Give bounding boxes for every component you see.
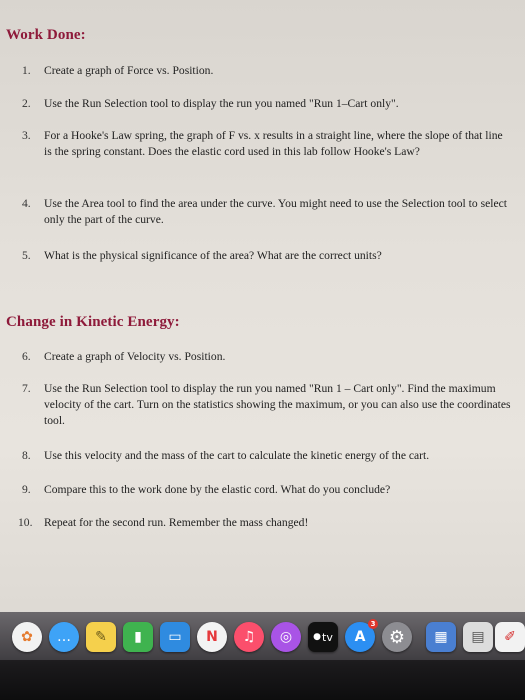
tv-label: tv [322, 630, 333, 644]
item-number: 4. [22, 197, 31, 210]
preview-icon[interactable]: ▦ [426, 622, 456, 652]
item-text: Compare this to the work done by the elastic cord. What do you conclude? [44, 483, 391, 496]
item-number: 6. [22, 350, 31, 363]
work-done-heading: Work Done: [6, 27, 86, 43]
acrobat-icon[interactable]: ✐ [495, 622, 525, 652]
list-item [22, 63, 512, 79]
kinetic-energy-heading: Change in Kinetic Energy: [6, 314, 180, 330]
item-number: 9. [22, 483, 31, 496]
list-item [18, 515, 512, 531]
news-icon[interactable]: N [197, 622, 227, 652]
item-text: Use the Area tool to find the area under the curve. You might need to use the Selection tool to select only the part of the curve. [44, 197, 507, 226]
podcasts-icon[interactable]: ◎ [271, 622, 301, 652]
item-number: 5. [22, 249, 31, 262]
photos-icon[interactable]: ✿ [12, 622, 42, 652]
list-item [22, 448, 512, 464]
list-item [22, 482, 512, 498]
app-store-icon[interactable] [345, 622, 375, 652]
item-number: 10. [18, 516, 33, 529]
app-store-glyph: A [354, 629, 366, 645]
item-text: Use this velocity and the mass of the cart to calculate the kinetic energy of the cart. [44, 449, 430, 462]
numbers-icon[interactable]: ▮ [123, 622, 153, 652]
item-number: 1. [22, 64, 31, 77]
item-number: 3. [22, 129, 31, 142]
item-text: For a Hooke's Law spring, the graph of F vs. x results in a straight line, where the slope of that line is the spring constant. Does the elastic cord used in this lab follow Hooke's Law? [44, 129, 503, 158]
list-item [22, 128, 512, 160]
messages-icon[interactable]: … [49, 622, 79, 652]
item-text: Create a graph of Force vs. Position. [44, 64, 214, 77]
list-item [22, 381, 512, 429]
notification-badge: 3 [368, 619, 378, 629]
item-text: Use the Run Selection tool to display the run you named "Run 1–Cart only". [44, 97, 399, 110]
list-item [22, 349, 512, 365]
item-text: Create a graph of Velocity vs. Position. [44, 350, 226, 363]
item-text: Repeat for the second run. Remember the mass changed! [44, 516, 309, 529]
textedit-icon[interactable]: ▤ [463, 622, 493, 652]
music-icon[interactable]: ♫ [234, 622, 264, 652]
system-preferences-icon[interactable]: ⚙ [382, 622, 412, 652]
list-item [22, 96, 512, 112]
notes-icon[interactable]: ✎ [86, 622, 116, 652]
tv-icon[interactable] [308, 622, 338, 652]
item-number: 8. [22, 449, 31, 462]
list-item [22, 196, 512, 228]
item-text: Use the Run Selection tool to display the run you named "Run 1 – Cart only". Find the maximum velocity of the cart. Turn on the statistics showing the maximum, or you can also use the coordinates tool. [44, 382, 511, 427]
item-text: What is the physical significance of the area? What are the correct units? [44, 249, 382, 262]
item-number: 7. [22, 382, 31, 395]
keynote-icon[interactable]: ▭ [160, 622, 190, 652]
list-item [22, 248, 512, 264]
apple-logo-icon: ● [313, 632, 322, 642]
item-number: 2. [22, 97, 31, 110]
